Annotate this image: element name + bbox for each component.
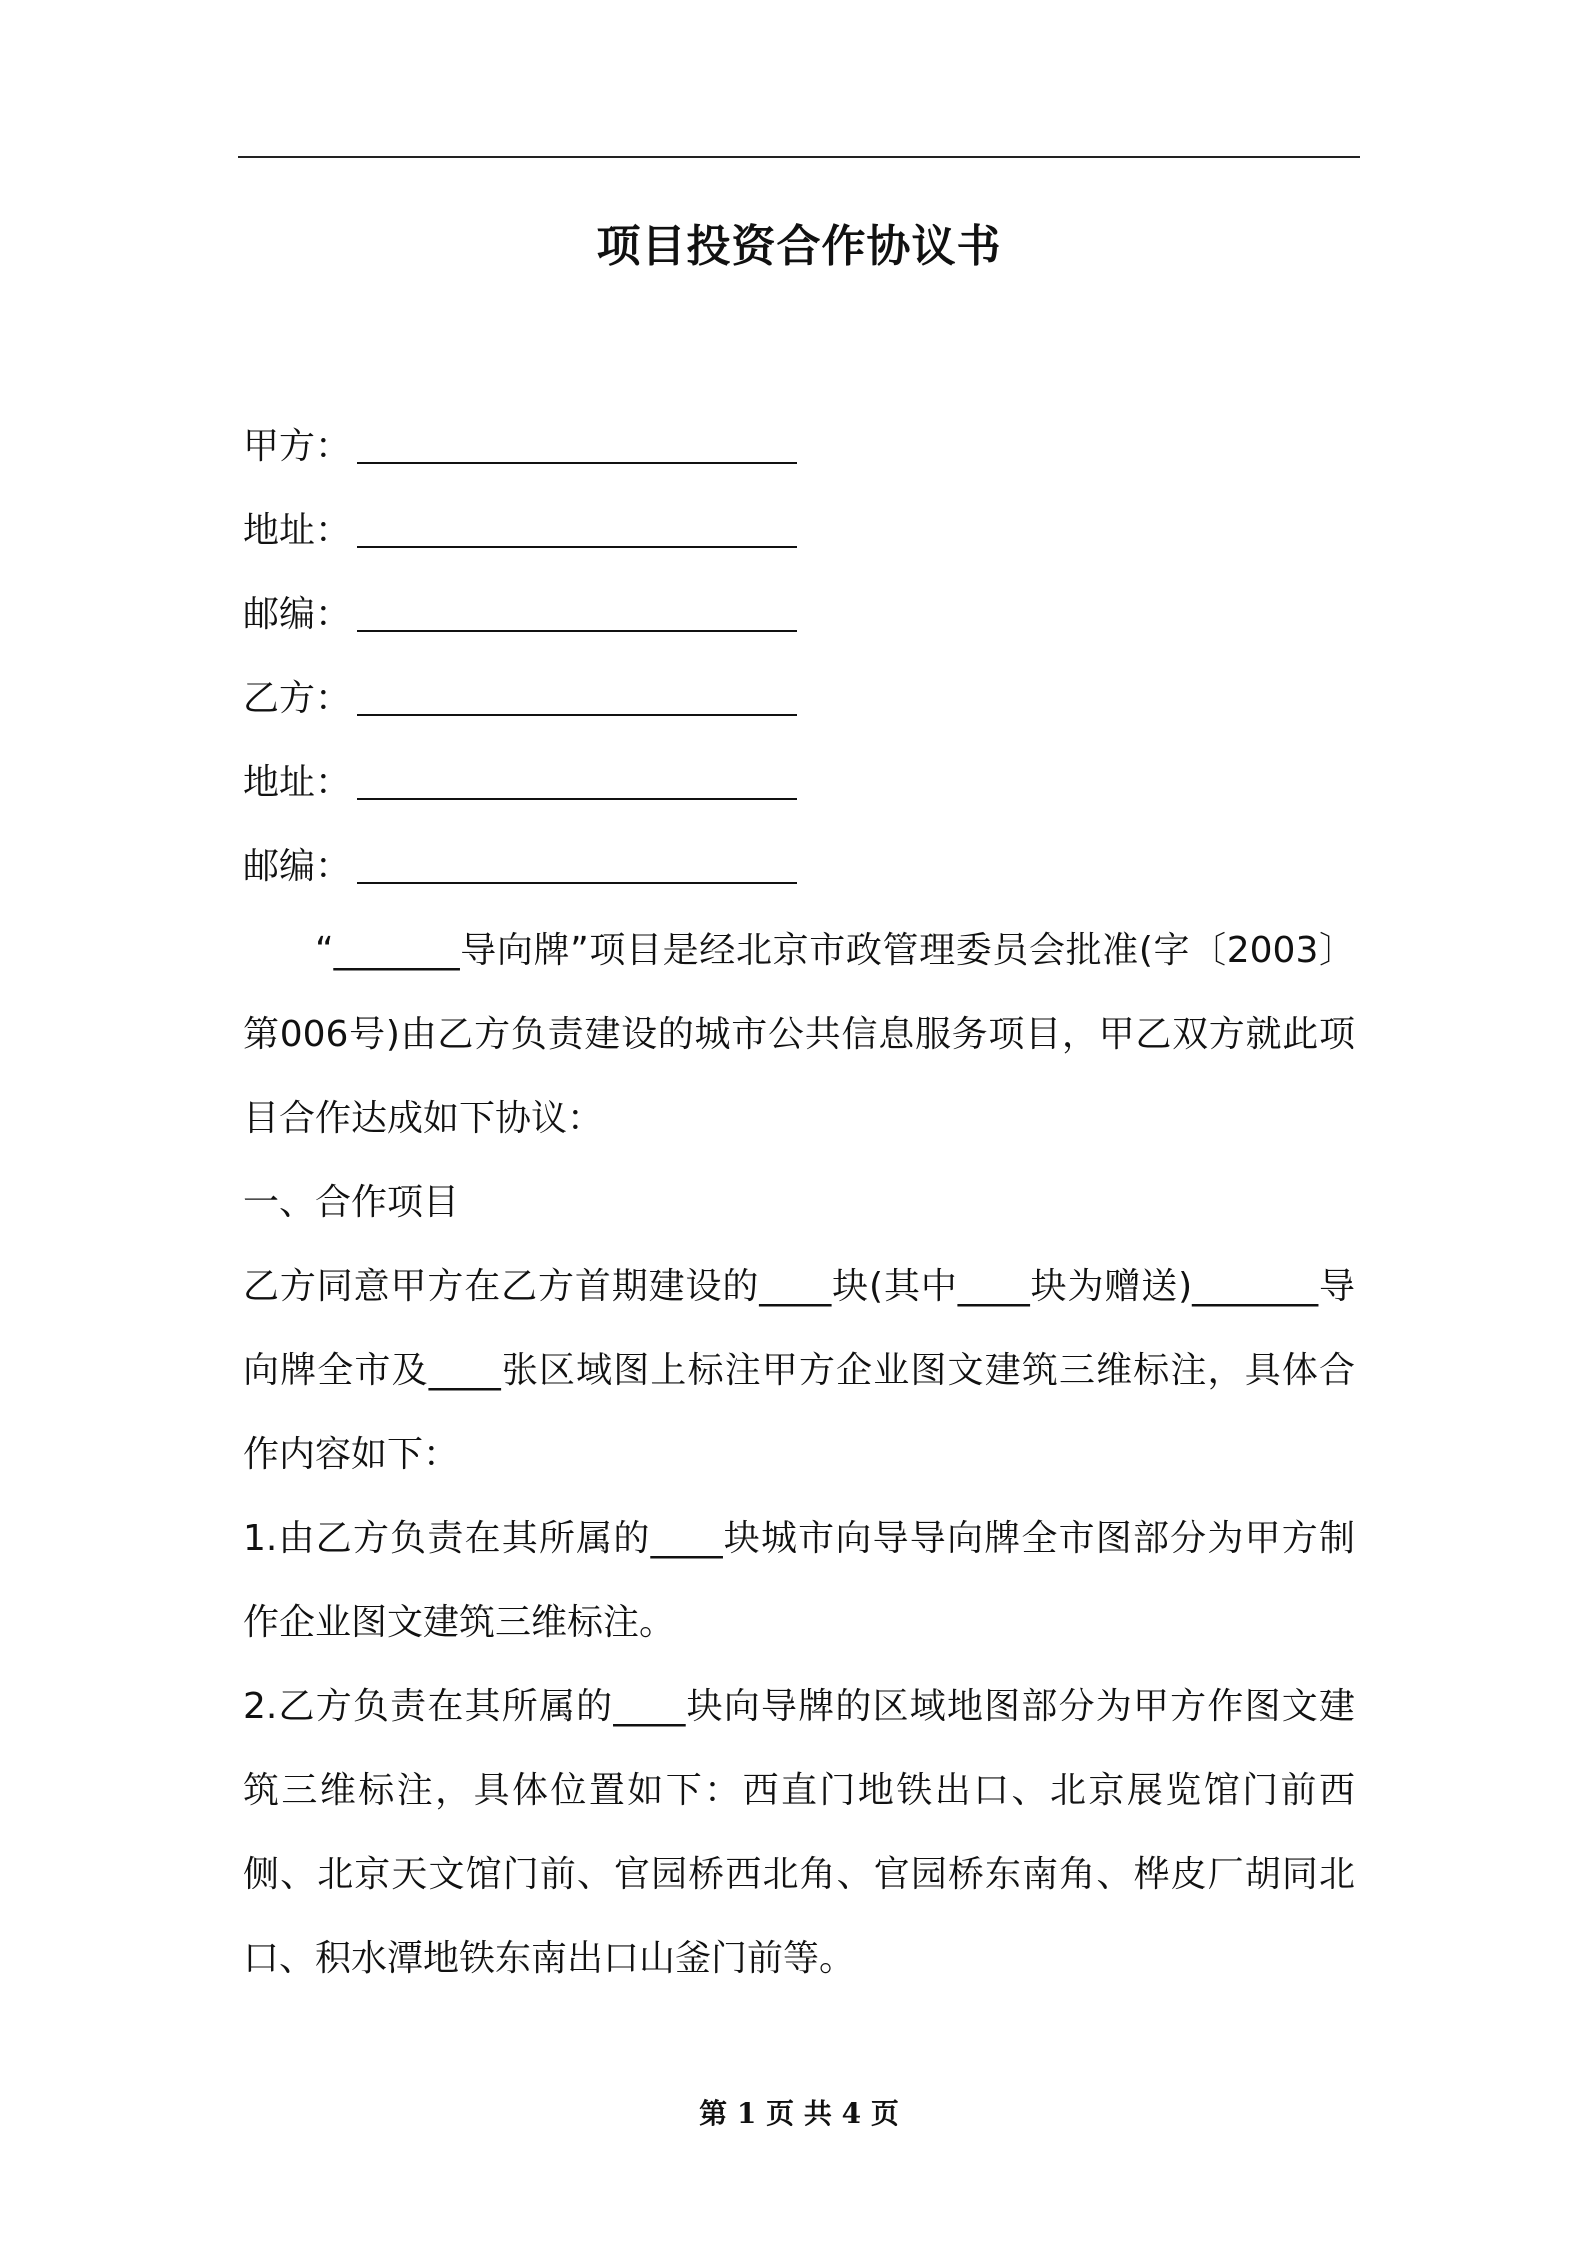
section-heading: 一、合作项目 <box>243 1182 460 1223</box>
party-a-postcode-label: 邮编： <box>243 594 352 635</box>
party-a-label: 甲方： <box>243 426 352 467</box>
party-a-address-label: 地址： <box>243 510 352 551</box>
page-number: 第 1 页 共 4 页 <box>699 2097 899 2130</box>
list-item-1: 1.由乙方负责在其所属的____块城市向导导向牌全市图部分为甲方制作企业图文建筑三维标注。 <box>243 1518 1355 1643</box>
party-a-field <box>243 405 1355 489</box>
party-a-address-field <box>243 489 1355 573</box>
header-rule <box>238 156 1360 158</box>
party-a-blank <box>357 462 797 464</box>
party-b-field <box>243 657 1355 741</box>
party-a-postcode-field <box>243 573 1355 657</box>
party-b-postcode-field <box>243 825 1355 909</box>
party-a-address-blank <box>357 546 797 548</box>
party-b-address-blank <box>357 798 797 800</box>
document-title: 项目投资合作协议书 <box>596 221 1002 272</box>
list-item-2: 2.乙方负责在其所属的____块向导牌的区域地图部分为甲方作图文建筑三维标注，具体位置如下：西直门地铁出口、北京展览馆门前西侧、北京天文馆门前、官园桥西北角、官园桥东南角、桦皮厂胡同北口、积水潭地铁东南出口山釜门前等。 <box>243 1686 1355 1979</box>
party-a-postcode-blank <box>357 630 797 632</box>
party-b-postcode-blank <box>357 882 797 884</box>
party-b-blank <box>357 714 797 716</box>
party-b-postcode-label: 邮编： <box>243 846 352 887</box>
section-paragraph: 乙方同意甲方在乙方首期建设的____块(其中____块为赠送)_______导向牌全市及____张区域图上标注甲方企业图文建筑三维标注，具体合作内容如下： <box>243 1266 1355 1475</box>
party-b-address-label: 地址： <box>243 762 352 803</box>
party-b-address-field <box>243 741 1355 825</box>
party-b-label: 乙方： <box>243 678 352 719</box>
document-body <box>243 405 1355 2001</box>
intro-paragraph: “_______导向牌”项目是经北京市政管理委员会批准(字〔2003〕第006号)由乙方负责建设的城市公共信息服务项目，甲乙双方就此项目合作达成如下协议： <box>243 930 1355 1139</box>
